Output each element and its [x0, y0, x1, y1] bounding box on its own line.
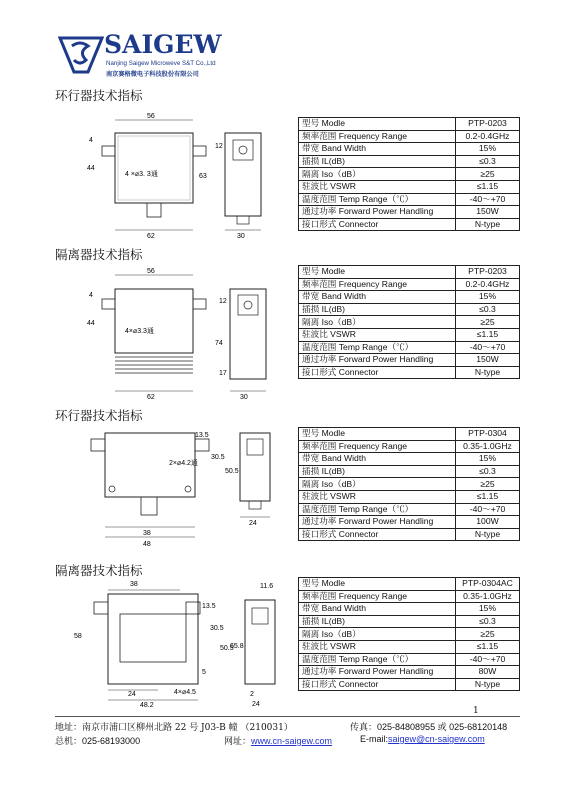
- spec-value: -40～+70: [456, 341, 520, 354]
- dim-top-right: 12: [219, 298, 227, 305]
- dim-d2: 30.5: [211, 454, 225, 461]
- spec-label: 带宽 Band Width: [299, 453, 456, 466]
- spec-value: 0.35-1.0GHz: [456, 440, 520, 453]
- spec-value: -40～+70: [456, 193, 520, 206]
- spec-row: [299, 516, 520, 529]
- spec-value: 150W: [456, 354, 520, 367]
- dim-depth: 30: [240, 394, 248, 400]
- dim-low-right: 17: [219, 370, 227, 377]
- dim-d1: 13.5: [195, 432, 209, 439]
- spec-value: N-type: [456, 366, 520, 379]
- footer-address: 地址：南京市浦口区柳州北路 22 号 J03-B 幢 （210031）: [55, 723, 293, 733]
- dim-d2: 30.5: [210, 625, 224, 632]
- circulator-drawing-1: [85, 108, 285, 238]
- spec-label: 型号 Modle: [299, 266, 456, 279]
- company-logo: [58, 30, 228, 80]
- spec-label: 接口形式 Connector: [299, 366, 456, 379]
- spec-label: 温度范围 Temp Range（℃）: [299, 193, 456, 206]
- spec-label: 隔离 Iso（dB）: [299, 628, 456, 641]
- dim-w2: 48: [143, 541, 151, 548]
- spec-value: 15%: [456, 291, 520, 304]
- section-title: 隔离器技术指标: [55, 247, 143, 262]
- dim-tab: 4: [89, 137, 93, 144]
- spec-value: 0.2-0.4GHz: [456, 130, 520, 143]
- spec-row: [299, 603, 520, 616]
- spec-label: 接口形式 Connector: [299, 218, 456, 231]
- spec-row: [299, 640, 520, 653]
- spec-label: 带宽 Band Width: [299, 143, 456, 156]
- spec-label: 隔离 Iso（dB）: [299, 316, 456, 329]
- spec-value: -40～+70: [456, 653, 520, 666]
- spec-row: [299, 528, 520, 541]
- spec-value: ≤0.3: [456, 615, 520, 628]
- spec-row: [299, 341, 520, 354]
- dim-depth: 30: [237, 233, 245, 238]
- dim-holes: 2×⌀4.2通: [169, 460, 198, 467]
- spec-label: 隔离 Iso（dB）: [299, 478, 456, 491]
- spec-row: [299, 465, 520, 478]
- dim-top: 38: [130, 581, 138, 588]
- spec-label: 频率范围 Frequency Range: [299, 130, 456, 143]
- dim-height: 44: [87, 320, 95, 327]
- spec-row: [299, 653, 520, 666]
- spec-row: [299, 490, 520, 503]
- dim-bottom-r1: 2: [250, 691, 254, 698]
- spec-row: [299, 206, 520, 219]
- dim-holes: 4×⌀4.5: [174, 689, 196, 696]
- footer-website: 网址：www.cn-saigew.com: [224, 736, 333, 747]
- spec-value: ≤0.3: [456, 303, 520, 316]
- spec-label: 通过功率 Forward Power Handling: [299, 206, 456, 219]
- spec-label: 温度范围 Temp Range（℃）: [299, 503, 456, 516]
- spec-row: [299, 666, 520, 679]
- spec-label: 驻波比 VSWR: [299, 640, 456, 653]
- dim-left: 58: [74, 633, 82, 640]
- section-title: 隔离器技术指标: [55, 563, 143, 578]
- dim-bottom: 62: [147, 394, 155, 400]
- spec-label: 带宽 Band Width: [299, 291, 456, 304]
- spec-value: N-type: [456, 218, 520, 231]
- isolator-drawing-1: [85, 265, 285, 400]
- spec-label: 型号 Modle: [299, 428, 456, 441]
- spec-label: 插损 IL(dB): [299, 465, 456, 478]
- spec-row: [299, 266, 520, 279]
- spec-table: [298, 427, 520, 541]
- spec-value: PTP-0304AC: [456, 578, 520, 591]
- footer-email: E-mail:saigew@cn-saigew.com: [360, 734, 485, 744]
- dim-depth: 24: [249, 520, 257, 527]
- spec-label: 插损 IL(dB): [299, 155, 456, 168]
- spec-value: ≥25: [456, 478, 520, 491]
- spec-value: 150W: [456, 206, 520, 219]
- spec-value: ≤1.15: [456, 328, 520, 341]
- page-number: 1: [473, 706, 479, 716]
- spec-label: 驻波比 VSWR: [299, 180, 456, 193]
- spec-label: 频率范围 Frequency Range: [299, 590, 456, 603]
- spec-row: [299, 291, 520, 304]
- dim-bw2: 48.2: [140, 702, 154, 708]
- spec-value: ≤0.3: [456, 465, 520, 478]
- dim-side: 65.8: [230, 643, 244, 650]
- spec-value: ≥25: [456, 628, 520, 641]
- spec-value: 15%: [456, 603, 520, 616]
- spec-row: [299, 354, 520, 367]
- spec-value: ≤1.15: [456, 180, 520, 193]
- dim-tab: 4: [89, 292, 93, 299]
- dim-top-right: 12: [215, 143, 223, 150]
- dim-bw1: 24: [128, 691, 136, 698]
- spec-label: 驻波比 VSWR: [299, 328, 456, 341]
- spec-row: [299, 143, 520, 156]
- spec-label: 带宽 Band Width: [299, 603, 456, 616]
- footer-phone: 总机：025-68193000: [55, 736, 141, 747]
- spec-label: 频率范围 Frequency Range: [299, 278, 456, 291]
- spec-label: 通过功率 Forward Power Handling: [299, 666, 456, 679]
- spec-row: [299, 453, 520, 466]
- dim-side-height: 74: [215, 340, 223, 347]
- spec-row: [299, 278, 520, 291]
- dim-height: 44: [87, 165, 95, 172]
- spec-row: [299, 478, 520, 491]
- spec-label: 插损 IL(dB): [299, 615, 456, 628]
- brand-name: SAIGEW: [104, 30, 222, 59]
- spec-row: [299, 155, 520, 168]
- spec-row: [299, 130, 520, 143]
- spec-row: [299, 366, 520, 379]
- spec-value: ≤1.15: [456, 490, 520, 503]
- spec-row: [299, 303, 520, 316]
- spec-value: PTP-0203: [456, 266, 520, 279]
- spec-value: 15%: [456, 143, 520, 156]
- spec-row: [299, 440, 520, 453]
- footer-fax: 传真：025-84808955 或 025-68120148: [350, 722, 508, 733]
- spec-row: [299, 678, 520, 691]
- spec-table: [298, 117, 520, 231]
- spec-row: [299, 180, 520, 193]
- website-link[interactable]: www.cn-saigew.com: [251, 736, 333, 746]
- spec-value: N-type: [456, 678, 520, 691]
- spec-value: ≥25: [456, 168, 520, 181]
- spec-label: 型号 Modle: [299, 118, 456, 131]
- dim-holes: 4 ×⌀3. 3通: [125, 171, 158, 178]
- spec-value: N-type: [456, 528, 520, 541]
- circulator-drawing-2: [85, 425, 285, 550]
- spec-value: PTP-0203: [456, 118, 520, 131]
- section-title: 环行器技术指标: [55, 88, 143, 103]
- section-title: 环行器技术指标: [55, 408, 143, 423]
- spec-value: 80W: [456, 666, 520, 679]
- dim-side-height: 63: [199, 173, 207, 180]
- spec-row: [299, 118, 520, 131]
- footer-divider: [55, 716, 520, 717]
- spec-label: 接口形式 Connector: [299, 528, 456, 541]
- dim-top-right: 11.6: [260, 583, 274, 590]
- dim-bottom-r2: 24: [252, 701, 260, 708]
- spec-label: 隔离 Iso（dB）: [299, 168, 456, 181]
- spec-label: 接口形式 Connector: [299, 678, 456, 691]
- spec-label: 温度范围 Temp Range（℃）: [299, 653, 456, 666]
- spec-value: PTP-0304: [456, 428, 520, 441]
- spec-value: -40～+70: [456, 503, 520, 516]
- spec-value: ≤1.15: [456, 640, 520, 653]
- spec-value: ≤0.3: [456, 155, 520, 168]
- dim-holes: 4×⌀3.3通: [125, 328, 154, 335]
- spec-label: 插损 IL(dB): [299, 303, 456, 316]
- dim-width: 56: [147, 113, 155, 120]
- brand-subtitle-en: Nanjing Saigew Microweve S&T Co.,Ltd: [106, 60, 216, 67]
- spec-value: 15%: [456, 453, 520, 466]
- dim-d3: 50.5: [220, 645, 234, 652]
- spec-label: 型号 Modle: [299, 578, 456, 591]
- spec-row: [299, 218, 520, 231]
- spec-label: 通过功率 Forward Power Handling: [299, 354, 456, 367]
- spec-table: [298, 265, 520, 379]
- spec-value: 0.35-1.0GHz: [456, 590, 520, 603]
- spec-row: [299, 578, 520, 591]
- dim-width: 56: [147, 268, 155, 275]
- spec-value: ≥25: [456, 316, 520, 329]
- spec-row: [299, 615, 520, 628]
- spec-row: [299, 168, 520, 181]
- spec-label: 温度范围 Temp Range（℃）: [299, 341, 456, 354]
- saigew-logo-icon: [58, 32, 104, 76]
- spec-row: [299, 316, 520, 329]
- brand-subtitle-cn: 南京赛格微电子科技股份有限公司: [106, 71, 199, 78]
- dim-d3: 50.5: [225, 468, 239, 475]
- spec-row: [299, 503, 520, 516]
- spec-row: [299, 428, 520, 441]
- spec-value: 100W: [456, 516, 520, 529]
- spec-row: [299, 193, 520, 206]
- spec-label: 通过功率 Forward Power Handling: [299, 516, 456, 529]
- dim-w1: 38: [143, 530, 151, 537]
- dim-d1: 13.5: [202, 603, 216, 610]
- spec-row: [299, 590, 520, 603]
- spec-label: 驻波比 VSWR: [299, 490, 456, 503]
- spec-row: [299, 328, 520, 341]
- spec-label: 频率范围 Frequency Range: [299, 440, 456, 453]
- dim-bottom: 62: [147, 233, 155, 238]
- spec-row: [299, 628, 520, 641]
- spec-table: [298, 577, 520, 691]
- email-link[interactable]: saigew@cn-saigew.com: [388, 734, 485, 744]
- dim-d4: 5: [202, 669, 206, 676]
- spec-value: 0.2-0.4GHz: [456, 278, 520, 291]
- isolator-drawing-2: [70, 578, 285, 708]
